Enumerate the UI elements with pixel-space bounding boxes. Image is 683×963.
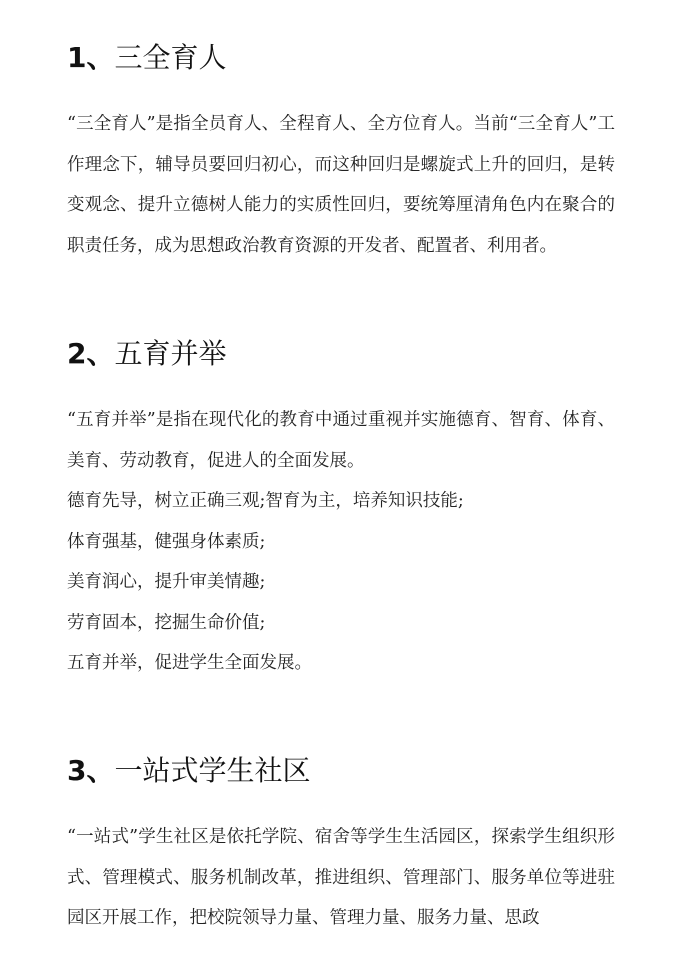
section-3-title: 一站式学生社区 xyxy=(114,754,311,787)
section-3-heading xyxy=(67,753,311,789)
section-2-number: 2、 xyxy=(67,337,115,370)
section-2-line-2: 体育强基，健强身体素质; xyxy=(67,532,266,552)
section-1-title: 三全育人 xyxy=(114,41,227,74)
section-2-line-4: 劳育固本，挖掘生命价值; xyxy=(67,613,266,633)
section-3-number: 3、 xyxy=(67,754,115,787)
section-2-line-3: 美育润心，提升审美情趣; xyxy=(67,572,266,592)
section-2-title: 五育并举 xyxy=(114,337,227,370)
section-1-number: 1、 xyxy=(67,41,115,74)
section-2-paragraph: “五育并举”是指在现代化的教育中通过重视并实施德育、智育、体育、美育、劳动教育，促进人的全面发展。 xyxy=(67,410,615,471)
section-2-heading xyxy=(67,336,227,372)
section-2-line-5: 五育并举，促进学生全面发展。 xyxy=(67,653,312,673)
section-1-paragraph: “三全育人”是指全员育人、全程育人、全方位育人。当前“三全育人”工作理念下，辅导员要回归初心，而这种回归是螺旋式上升的回归，是转变观念、提升立德树人能力的实质性回归，要统筹厘清角色内在聚合的职责任务，成为思想政治教育资源的开发者、配置者、利用者。 xyxy=(67,114,615,256)
section-1-heading xyxy=(67,40,227,76)
section-3-paragraph: “一站式”学生社区是依托学院、宿舍等学生生活园区，探索学生组织形式、管理模式、服务机制改革，推进组织、管理部门、服务单位等进驻园区开展工作，把校院领导力量、管理力量、服务力量、思政 xyxy=(67,827,615,928)
section-2-line-1: 德育先导，树立正确三观;智育为主，培养知识技能; xyxy=(67,491,464,511)
